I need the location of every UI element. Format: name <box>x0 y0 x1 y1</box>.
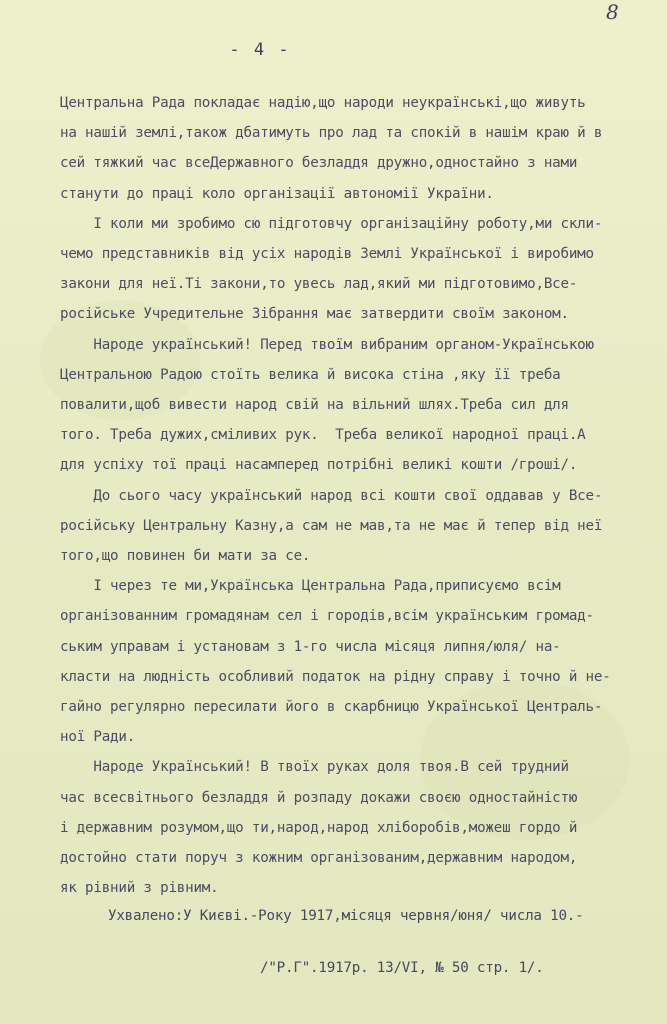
body-line: Центральною Радою стоїть велика й висока стіна ,яку її треба <box>60 366 561 383</box>
body-line: До сього часу український народ всі кошти свої оддавав у Все- <box>60 487 603 504</box>
body-line: час всесвітнього безладдя й розпаду докажи своєю одностайністю <box>60 789 578 806</box>
body-line: того,що повинен би мати за се. <box>60 548 311 565</box>
body-line: закони для неї.Ті закони,то увесь лад,який ми підготовимо,Все- <box>60 276 578 293</box>
body-line: Народе український! Перед твоїм вибраним органом-Українською <box>60 336 594 353</box>
document-body <box>60 88 660 903</box>
body-line: Центральна Рада покладає надію,що народи неукраїнські,що живуть <box>60 95 586 111</box>
body-line: чемо представників від усіх народів Землі Української і виробимо <box>60 246 594 263</box>
page-number: - 4 - <box>229 40 291 60</box>
resolution-line: Ухвалено:У Києві.-Року 1917,місяця червня/юня/ числа 10.- <box>108 908 584 924</box>
body-line: класти на людність особливий податок на рідну справу і точно й не- <box>60 668 611 685</box>
body-line: гайно регулярно пересилати його в скарбницю Української Централь- <box>60 699 603 716</box>
body-line: Народе Український! В твоїх руках доля твоя.В сей трудний <box>60 759 569 776</box>
source-citation: /"Р.Г".1917р. 13/VI, № 50 стр. 1/. <box>260 960 544 976</box>
body-line: ським управам і установам з 1-го числа місяця липня/юля/ на- <box>60 638 561 655</box>
archive-corner-mark: 8 <box>606 0 619 24</box>
body-line: І коли ми зробимо сю підготовчу організаційну роботу,ми скли- <box>60 215 603 232</box>
body-line: як рівний з рівним. <box>60 880 219 897</box>
body-line: і державним розумом,що ти,народ,народ хліборобів,можеш гордо й <box>60 819 578 836</box>
body-line: організованним громадянам сел і городів,всім українським громад- <box>60 608 594 625</box>
body-line: того. Треба дужих,сміливих рук. Треба великої народної праці.А <box>60 427 586 444</box>
body-line: сей тяжкий час всеДержавного безладдя дружно,одностайно з нами <box>60 155 578 172</box>
body-line: російську Центральну Казну,а сам не мав,та не має й тепер від неї <box>60 517 603 534</box>
body-line: на нашій землі,також дбатимуть про лад та спокій в нашім краю й в <box>60 125 603 142</box>
body-line: ної Ради. <box>60 729 136 746</box>
body-line: повалити,щоб вивести народ свій на вільний шлях.Треба сил для <box>60 397 569 414</box>
body-line: станути до праці коло організації автономії України. <box>60 185 494 202</box>
body-line: І через те ми,Українська Центральна Рада,приписуємо всім <box>60 578 561 595</box>
body-line: достойно стати поруч з кожним організованим,державним народом, <box>60 850 578 867</box>
body-line: російське Учредительне Зібрання має затвердити своїм законом. <box>60 306 569 323</box>
body-line: для успіху тої праці насамперед потрібні великі кошти /гроші/. <box>60 457 578 474</box>
